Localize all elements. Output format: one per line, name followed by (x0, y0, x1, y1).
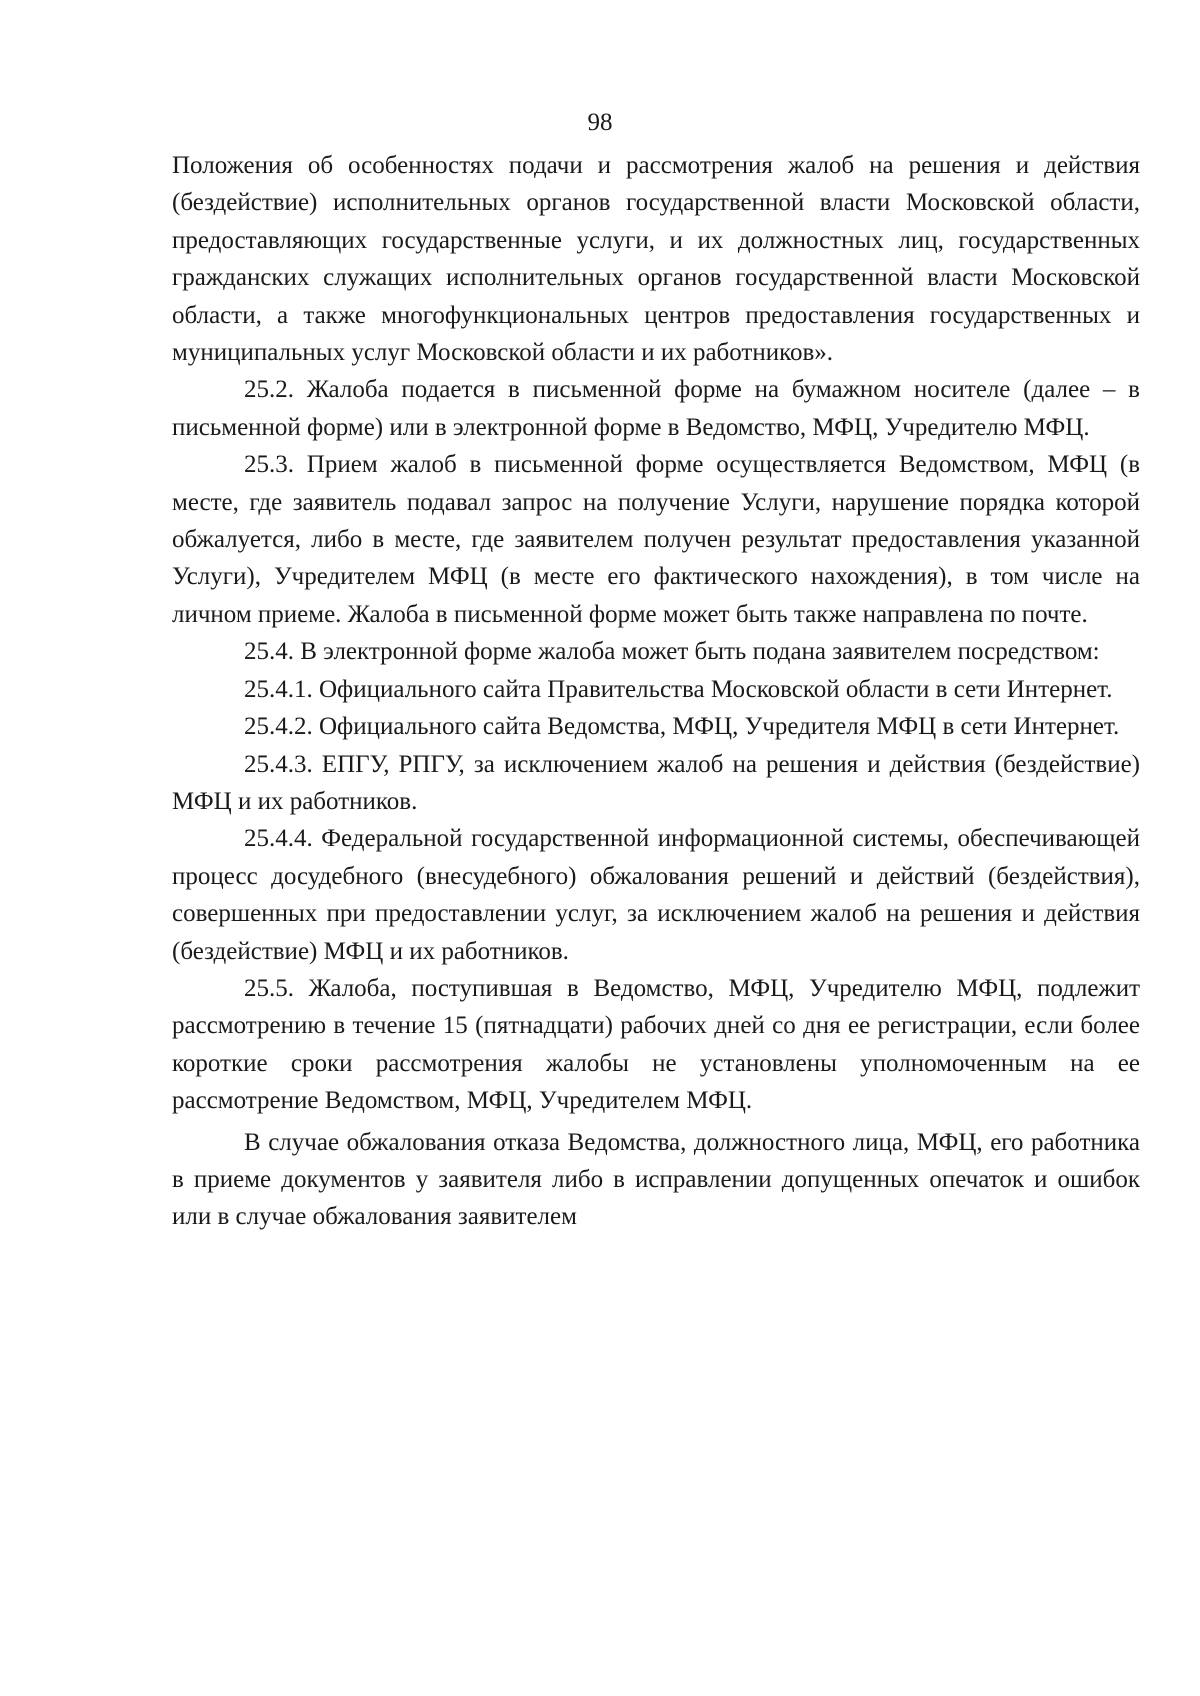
paragraph-regulation-title-continuation: Положения об особенностях подачи и рассмотрения жалоб на решения и действия (бездействие) исполнительных органов государственной власти Московской области, предоставляющих государственные услуги, и их должностных лиц, государственных гражданских служащих исполнительных органов государственной власти Московской области, а также многофункциональных центров предоставления государственных и муниципальных услуг Московской области и их работников». (172, 152, 1140, 367)
page-number: 98 (587, 109, 613, 136)
paragraph-25-4-2: 25.4.2. Официального сайта Ведомства, МФЦ, Учредителя МФЦ в сети Интернет. (244, 713, 1120, 741)
paragraph-25-2: 25.2. Жалоба подается в письменной форме на бумажном носителе (далее – в письменной форме) или в электронной форме в Ведомство, МФЦ, Учредителю МФЦ. (172, 376, 1140, 441)
paragraph-25-3: 25.3. Прием жалоб в письменной форме осуществляется Ведомством, МФЦ (в месте, где заявитель подавал запрос на получение Услуги, нарушение порядка которой обжалуется, либо в месте, где заявителем получен результат предоставления указанной Услуги), Учредителем МФЦ (в месте его фактического нахождения), в том числе на личном приеме. Жалоба в письменной форме может быть также направлена по почте. (172, 451, 1140, 628)
paragraph-25-4-3: 25.4.3. ЕПГУ, РПГУ, за исключением жалоб на решения и действия (бездействие) МФЦ и их работников. (172, 750, 1140, 815)
paragraph-25-4: 25.4. В электронной форме жалоба может быть подана заявителем посредством: (244, 638, 1100, 666)
paragraph-25-4-1: 25.4.1. Официального сайта Правительства Московской области в сети Интернет. (244, 675, 1113, 703)
paragraph-25-5: 25.5. Жалоба, поступившая в Ведомство, МФЦ, Учредителю МФЦ, подлежит рассмотрению в течение 15 (пятнадцати) рабочих дней со дня ее регистрации, если более короткие сроки рассмотрения жалобы не установлены уполномоченным на ее рассмотрение Ведомством, МФЦ, Учредителем МФЦ. (172, 974, 1140, 1115)
paragraph-appeal-refusal: В случае обжалования отказа Ведомства, должностного лица, МФЦ, его работника в приеме документов у заявителя либо в исправлении допущенных опечаток и ошибок или в случае обжалования заявителем (172, 1128, 1140, 1231)
document-body (172, 147, 1140, 1236)
paragraph-25-4-4: 25.4.4. Федеральной государственной информационной системы, обеспечивающей процесс досудебного (внесудебного) обжалования решений и действий (бездействия), совершенных при предоставлении услуг, за исключением жалоб на решения и действия (бездействие) МФЦ и их работников. (172, 825, 1140, 965)
